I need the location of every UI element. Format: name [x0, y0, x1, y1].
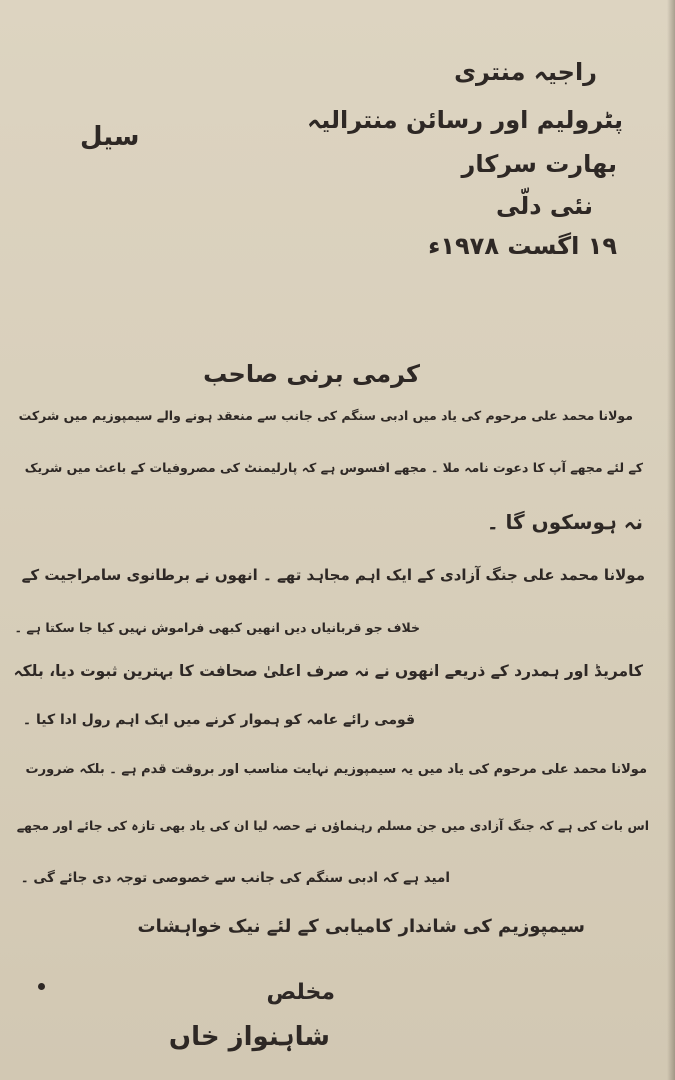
body-line-3: نہ ہوسکوں گا ۔ — [486, 510, 643, 534]
body-line-7: قومی رائے عامہ کو ہموار کرنے میں ایک اہم رول ادا کیا ۔ — [22, 712, 415, 728]
closing: مخلص — [266, 980, 335, 1005]
body-line-2: کے لئے مجھے آپ کا دعوت نامہ ملا ۔ مجھے افسوس ہے کہ پارلیمنٹ کی مصروفیات کے باعث میں شریک — [24, 460, 643, 475]
body-line-5: خلاف جو قربانیاں دیں انھیں کبھی فراموش نہیں کیا جا سکتا ہے ۔ — [14, 620, 420, 635]
letterhead-line-city: نئی دلّی — [495, 192, 593, 220]
body-line-10: امید ہے کہ ادبی سنگم کی جانب سے خصوصی توجہ دی جائے گی ۔ — [20, 870, 450, 886]
page-edge-shadow — [667, 0, 675, 1080]
seal-mark: سیل — [80, 122, 140, 152]
body-line-11: سیمپوزیم کی شاندار کامیابی کے لئے نیک خواہشات — [137, 916, 585, 937]
letterhead-line-title: راجیہ منتری — [454, 58, 597, 86]
salutation: کرمی برنی صاحب — [203, 360, 420, 388]
body-line-4: مولانا محمد علی جنگ آزادی کے ایک اہم مجاہد تھے ۔ انھوں نے برطانوی سامراجیت کے — [21, 566, 645, 584]
letterhead-line-date: ۱۹ اگست ۱۹۷۸ء — [428, 232, 617, 260]
letterhead-line-ministry: پٹرولیم اور رسائن منترالیہ — [307, 106, 623, 134]
body-line-8: مولانا محمد علی مرحوم کی یاد میں یہ سیمپوزیم نہایت مناسب اور بروقت قدم ہے ۔ بلکہ ضرورت — [25, 762, 647, 777]
body-line-1: مولانا محمد علی مرحوم کی یاد میں ادبی سنگم کی جانب سے منعقد ہونے والے سیمپوزیم میں شرکت — [18, 408, 633, 423]
body-line-6: کامریڈ اور ہمدرد کے ذریعے انھوں نے نہ صرف اعلیٰ صحافت کا بہترین ثبوت دیا، بلکہ — [13, 662, 643, 680]
margin-dot — [38, 983, 45, 990]
letterhead-line-government: بھارت سرکار — [461, 150, 617, 178]
signature: شاہنواز خاں — [168, 1022, 330, 1052]
body-line-9: اس بات کی ہے کہ جنگ آزادی میں جن مسلم رہنماؤں نے حصہ لیا ان کی یاد بھی تازہ کی جائے اور مجھے — [16, 818, 649, 833]
